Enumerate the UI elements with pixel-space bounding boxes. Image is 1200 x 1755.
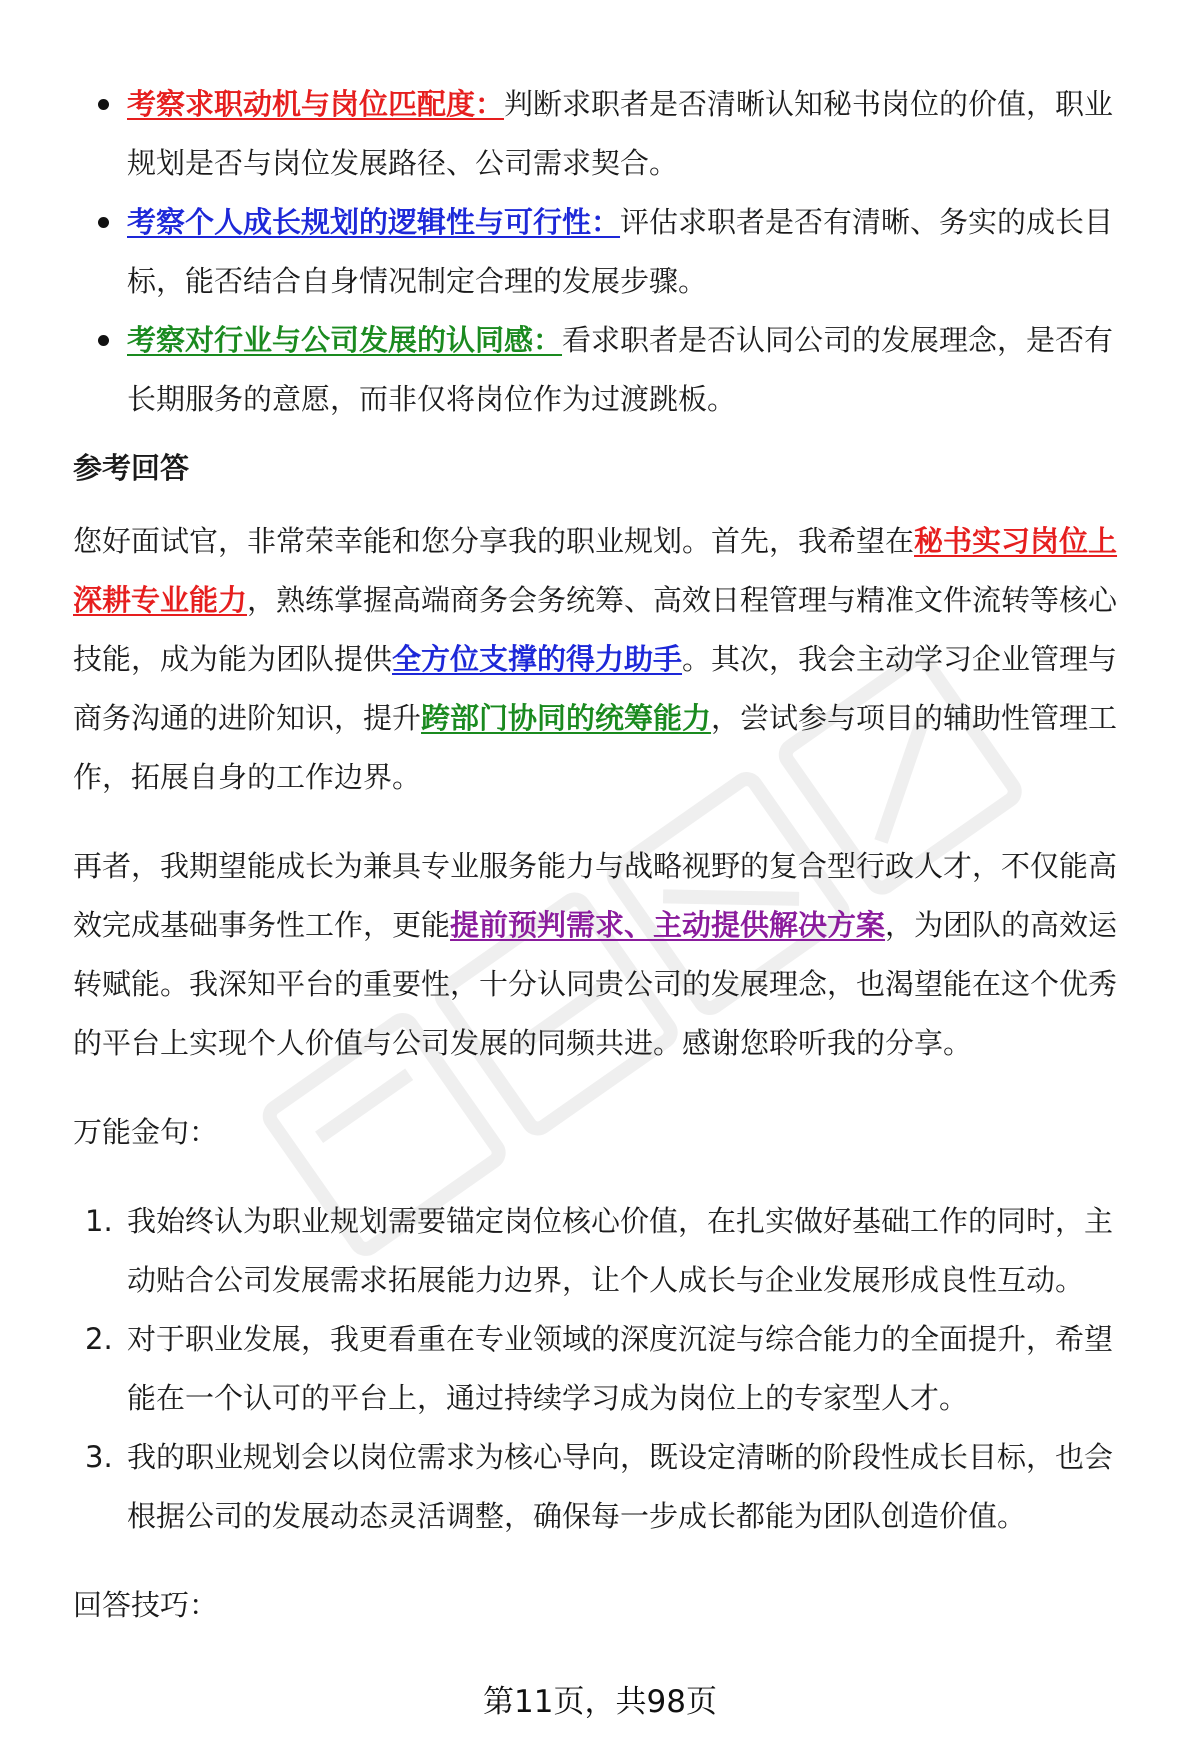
criteria-text: 长期服务的意愿，而非仅将岗位作为过渡跳板。 bbox=[127, 382, 737, 416]
criteria-text: 规划是否与岗位发展路径、公司需求契合。 bbox=[127, 146, 679, 180]
golden-text: 对于职业发展，我更看重在专业领域的深度沉淀与综合能力的全面提升，希望 bbox=[127, 1322, 1114, 1356]
criteria-label: 考察对行业与公司发展的认同感： bbox=[127, 323, 563, 357]
highlight-phrase: 跨部门协同的统筹能力 bbox=[421, 701, 712, 735]
answer-text: 再者，我期望能成长为兼具专业服务能力与战略视野的复合型行政人才，不仅能高 bbox=[73, 849, 1118, 883]
highlight-phrase: 全方位支撑的得力助手 bbox=[392, 642, 683, 676]
answer-text: 的平台上实现个人价值与公司发展的同频共进。感谢您聆听我的分享。 bbox=[73, 1026, 973, 1060]
highlight-phrase: 秘书实习岗位上 bbox=[914, 524, 1118, 558]
golden-item bbox=[73, 1428, 1148, 1546]
criteria-text: 判断求职者是否清晰认知秘书岗位的价值，职业 bbox=[504, 87, 1114, 121]
criteria-label: 考察个人成长规划的逻辑性与可行性： bbox=[127, 205, 621, 239]
item-number: 2. bbox=[85, 1322, 113, 1356]
highlight-phrase: 提前预判需求、主动提供解决方案 bbox=[450, 908, 886, 942]
answer-text: 作，拓展自身的工作边界。 bbox=[73, 760, 422, 794]
answer-text: 技能，成为能为团队提供 bbox=[73, 642, 393, 676]
answer-text: ，熟练掌握高端商务会务统筹、高效日程管理与精准文件流转等核心 bbox=[247, 583, 1118, 617]
item-number: 3. bbox=[85, 1440, 113, 1474]
golden-text: 能在一个认可的平台上，通过持续学习成为岗位上的专家型人才。 bbox=[127, 1381, 969, 1415]
answer-paragraph-1 bbox=[73, 512, 1148, 807]
criteria-text: 评估求职者是否有清晰、务实的成长目 bbox=[620, 205, 1114, 239]
criteria-text: 看求职者是否认同公司的发展理念，是否有 bbox=[562, 323, 1114, 357]
answer-text: 商务沟通的进阶知识，提升 bbox=[73, 701, 422, 735]
golden-item bbox=[73, 1192, 1148, 1310]
golden-text: 根据公司的发展动态灵活调整，确保每一步成长都能为团队创造价值。 bbox=[127, 1499, 1027, 1533]
answer-text: 。其次，我会主动学习企业管理与 bbox=[682, 642, 1118, 676]
criteria-list bbox=[73, 75, 1148, 429]
bullet-icon bbox=[98, 335, 109, 346]
page-footer: 第11页，共98页 bbox=[483, 1684, 717, 1720]
golden-text: 我的职业规划会以岗位需求为核心导向，既设定清晰的阶段性成长目标，也会 bbox=[127, 1440, 1114, 1474]
answer-text: 您好面试官，非常荣幸能和您分享我的职业规划。首先，我希望在 bbox=[73, 524, 915, 558]
golden-list bbox=[73, 1192, 1148, 1546]
golden-text: 我始终认为职业规划需要锚定岗位核心价值，在扎实做好基础工作的同时，主 bbox=[127, 1204, 1114, 1238]
criteria-item bbox=[73, 311, 1148, 429]
highlight-phrase: 深耕专业能力 bbox=[73, 583, 248, 617]
answer-text: 转赋能。我深知平台的重要性，十分认同贵公司的发展理念，也渴望能在这个优秀 bbox=[73, 967, 1118, 1001]
reference-heading: 参考回答 bbox=[73, 451, 190, 485]
answer-text: 效完成基础事务性工作，更能 bbox=[73, 908, 451, 942]
bullet-icon bbox=[98, 99, 109, 110]
item-number: 1. bbox=[85, 1204, 113, 1238]
answer-paragraph-2 bbox=[73, 837, 1148, 1073]
golden-item bbox=[73, 1310, 1148, 1428]
tips-heading: 回答技巧： bbox=[73, 1588, 219, 1622]
golden-heading: 万能金句： bbox=[73, 1115, 219, 1149]
criteria-item bbox=[73, 75, 1148, 193]
criteria-text: 标，能否结合自身情况制定合理的发展步骤。 bbox=[127, 264, 708, 298]
criteria-label: 考察求职动机与岗位匹配度： bbox=[127, 87, 505, 121]
answer-text: ，尝试参与项目的辅助性管理工 bbox=[711, 701, 1118, 735]
answer-text: ，为团队的高效运 bbox=[885, 908, 1118, 942]
golden-text: 动贴合公司发展需求拓展能力边界，让个人成长与企业发展形成良性互动。 bbox=[127, 1263, 1085, 1297]
criteria-item bbox=[73, 193, 1148, 311]
bullet-icon bbox=[98, 217, 109, 228]
content bbox=[73, 75, 1148, 1635]
